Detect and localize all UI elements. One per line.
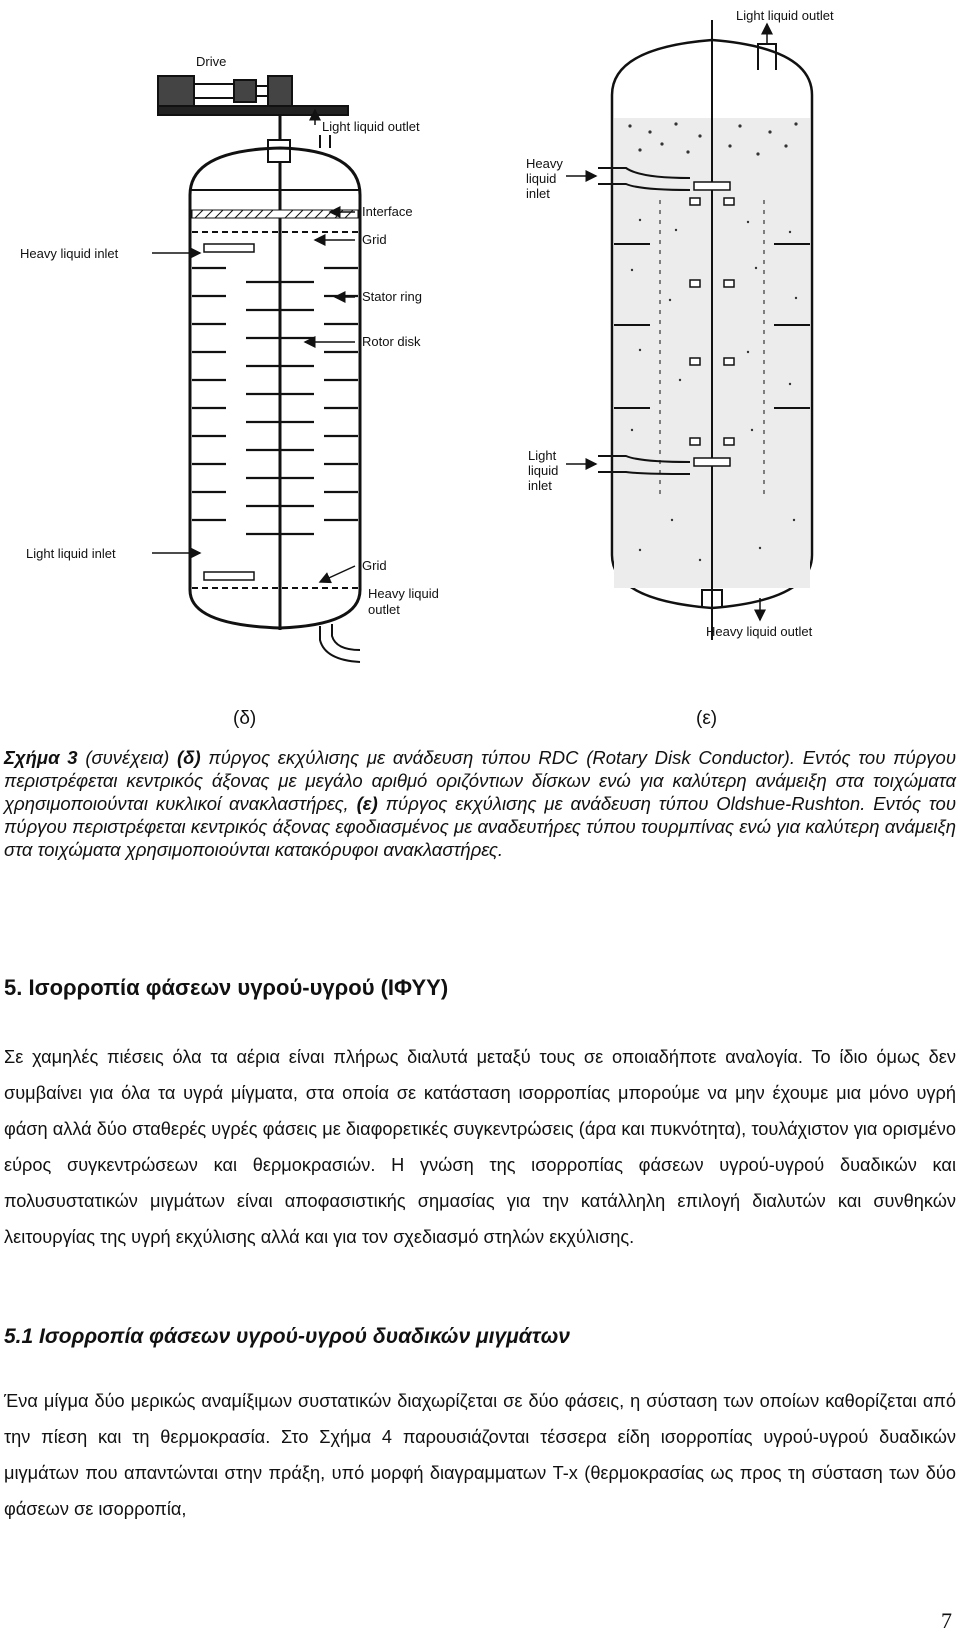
page-number: 7: [941, 1608, 952, 1633]
label-heavy-inlet-left: Heavy liquid inlet: [20, 246, 119, 261]
caption-part1: (συνέχεια): [77, 747, 177, 768]
paragraph-2: Ένα μίγμα δύο μερικώς αναμίξιμων συστατικών διαχωρίζεται σε δύο φάσεις, η σύσταση των οποίων καθορίζεται από την πίεση και τη θερμοκρασία. Στο Σχήμα 4 παρουσιάζονται τέσσερα είδη ισορροπίας υγρού-υγρού δυαδικών μιγμάτων που απαντώνται στην πράξη, υπό μορφή διαγραμματων T-x (θερμοκρασίας ως προς τη σύσταση των δύο φάσεων σε ισορροπία,: [4, 1391, 956, 1519]
label-light-outlet-left: Light liquid outlet: [322, 119, 420, 134]
label-stator-ring: Stator ring: [362, 289, 422, 304]
label-grid-top: Grid: [362, 232, 387, 247]
drive-motor: [158, 76, 194, 106]
rdc-column: [158, 76, 360, 662]
label-heavy-inlet-right-2: liquid: [526, 171, 557, 186]
rdc-vessel: [190, 148, 360, 628]
caption-part3: πύργος εκχύλισης με ανάδευση τύπου Oldshue-Rushton. Εντός του πύργου περιστρέφεται κεντρικός άξονας εφοδιασμένος με αναδευτήρες τύπου τουρμπίνας ενώ για καλύτερη ανάμειξη στα τοιχώματα χρησιμοποιούνται κατακόρυφοι ανακλαστήρες.: [4, 793, 956, 860]
extraction-columns-figure: [0, 0, 960, 690]
caption-e-mark: (ε): [356, 793, 378, 814]
label-light-outlet-right: Light liquid outlet: [736, 8, 834, 23]
subsection-title: 5.1 Ισορροπία φάσεων υγρού-υγρού δυαδικών μιγμάτων: [4, 1325, 570, 1348]
sublabel-d: (δ): [233, 708, 257, 729]
caption-d-mark: (δ): [177, 747, 201, 768]
oldshue-rushton-column: [598, 20, 812, 640]
label-light-inlet-left: Light liquid inlet: [26, 546, 116, 561]
paragraph-1: Σε χαμηλές πιέσεις όλα τα αέρια είναι πλήρως διαλυτά μεταξύ τους σε οποιαδήποτε αναλογία. Το ίδιο όμως δεν συμβαίνει για όλα τα υγρά μίγματα, στα οποία σε κατάσταση ισορροπίας μπορούμε να μην έχουμε μια μόνο υγρή φάση αλλά δύο σταθερές υγρές φάσεις με διαφορετικές συγκεντρώσεις (άρα και πυκνότητα), τουλάχιστον για ορισμένο εύρος συγκεντρώσεων και θερμοκρασιών. Η γνώση της ισορροπίας φάσεων υγρού-υγρού δυαδικών και πολυσυστατικών μιγμάτων είναι αποφασιστικής σημασίας για την κατάλληλη επιλογή διαλυτών και συνθηκών λειτουργίας της υγρή εκχύλισης αλλά και για τον σχεδιασμό στηλών εκχύλισης.: [4, 1047, 956, 1247]
label-heavy-outlet-left-2: outlet: [368, 602, 400, 617]
figure-drawing: [0, 0, 960, 690]
section-title: 5. Ισορροπία φάσεων υγρού-υγρού (ΙΦΥΥ): [4, 975, 449, 1000]
label-light-inlet-right-1: Light: [528, 448, 557, 463]
label-drive: Drive: [196, 54, 227, 69]
label-light-inlet-right-3: inlet: [528, 478, 552, 493]
label-light-inlet-right-2: liquid: [528, 463, 559, 478]
label-interface: Interface: [362, 204, 413, 219]
sublabel-e: (ε): [696, 708, 718, 729]
label-heavy-inlet-right-1: Heavy: [526, 156, 563, 171]
label-heavy-outlet-left-1: Heavy liquid: [368, 586, 439, 601]
drive-platform: [158, 106, 348, 115]
caption-part2: πύργος εκχύλισης με ανάδευση τύπου RDC (Rotary Disk Conductor). Εντός του πύργου περιστρέφεται κεντρικός άξονας με μεγάλο αριθμό οριζόντιων δίσκων ενώ για καλύτερη ανάμειξη στα τοιχώματα χρησιμοποιούνται κυκλικοί ανακλαστήρες,: [4, 747, 956, 814]
label-heavy-inlet-right-3: inlet: [526, 186, 550, 201]
label-heavy-outlet-right: Heavy liquid outlet: [706, 624, 813, 639]
figure-caption: [4, 746, 956, 861]
label-grid-bottom: Grid: [362, 558, 387, 573]
caption-label: Σχήμα 3: [4, 747, 78, 768]
label-rotor-disk: Rotor disk: [362, 334, 421, 349]
